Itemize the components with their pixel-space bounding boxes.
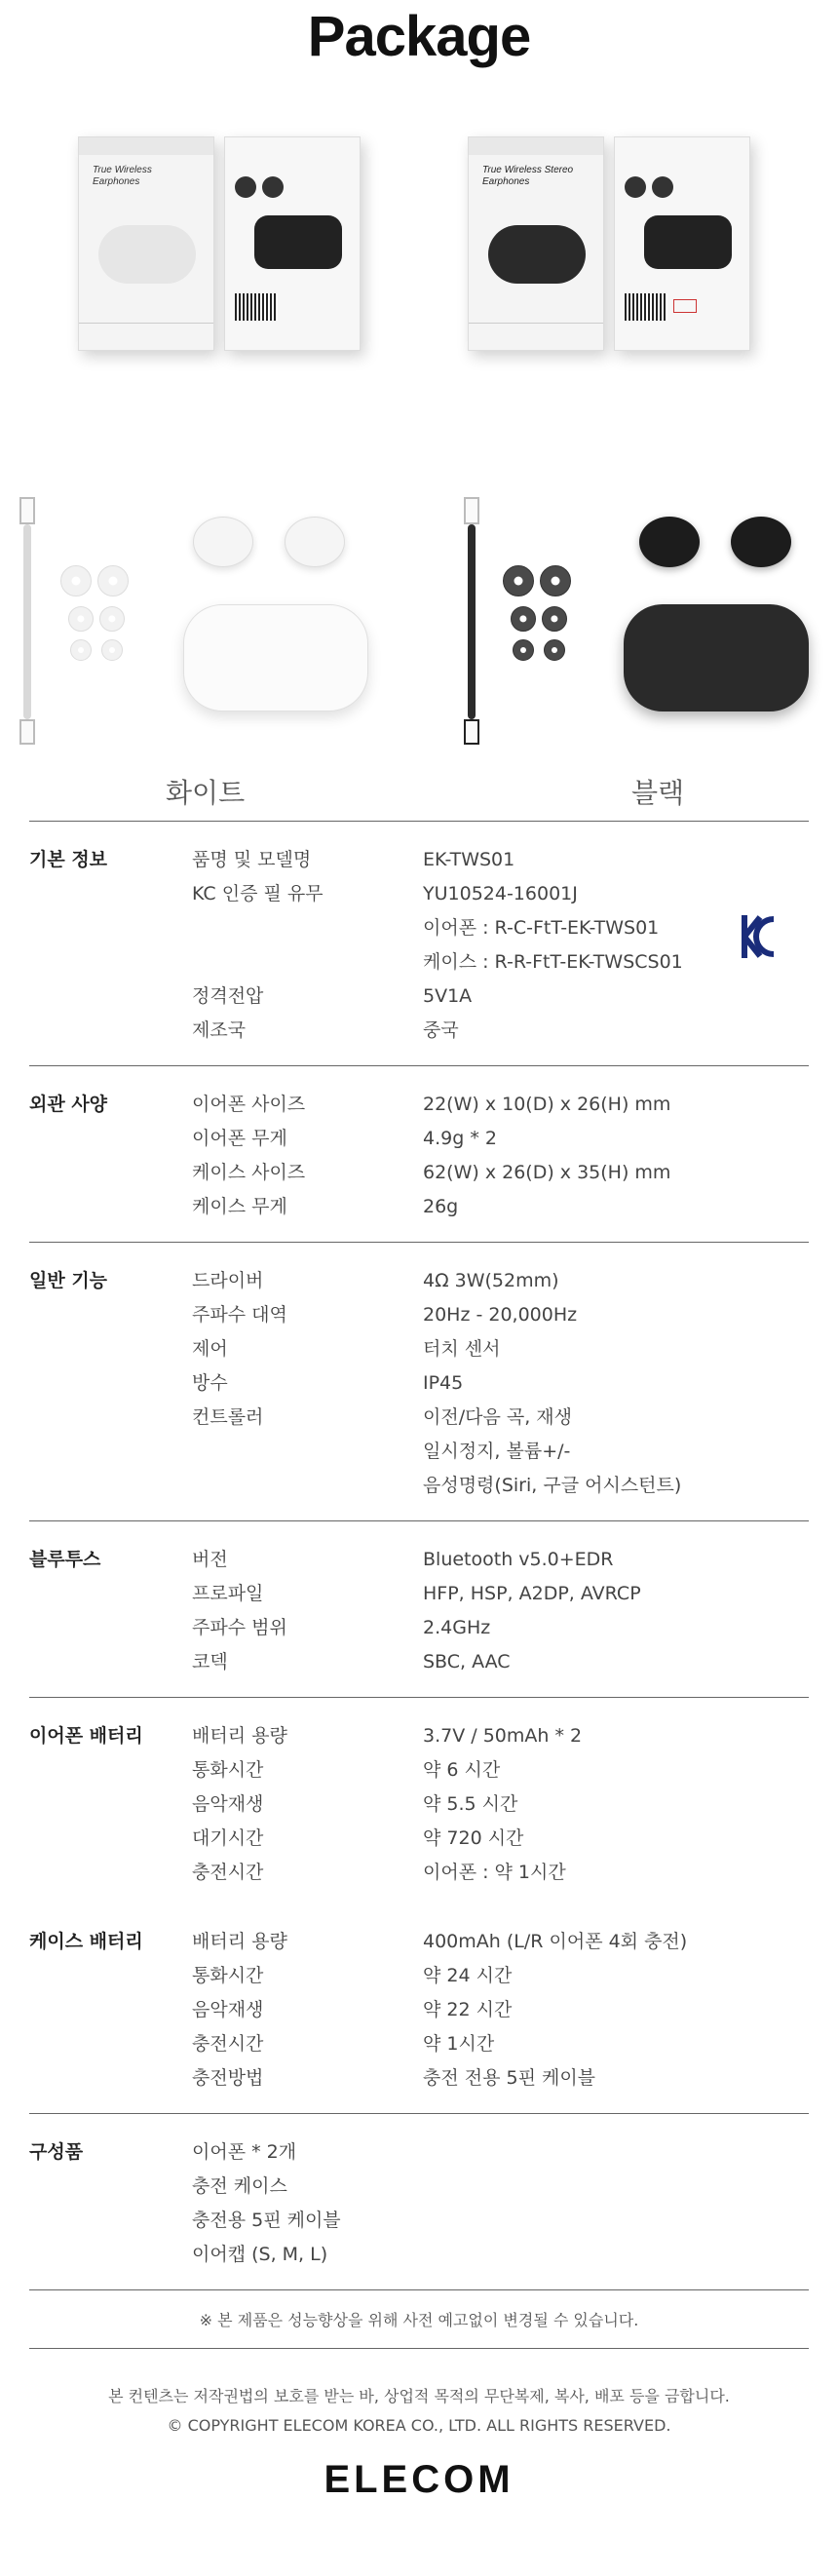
- spec-value: 이전/다음 곡, 재생: [423, 1406, 572, 1428]
- section-title: 블루투스: [29, 1549, 101, 1570]
- box-label-line1: True Wireless: [93, 165, 152, 175]
- box-label-line2: Earphones: [482, 176, 530, 187]
- box-top-band: [469, 137, 603, 155]
- box-back-earbud: [625, 176, 646, 198]
- usb-cable-white: [23, 524, 31, 719]
- box-back-earbud: [262, 176, 284, 198]
- spec-key: 통화시간: [192, 1759, 264, 1781]
- spec-key: 주파수 범위: [192, 1617, 287, 1638]
- spec-value: 약 1시간: [423, 2033, 495, 2055]
- spec-value: 4.9g * 2: [423, 1128, 497, 1149]
- spec-key: 이어캡 (S, M, L): [192, 2244, 328, 2265]
- box-top-band: [79, 137, 213, 155]
- ear-tip: [503, 565, 534, 596]
- box-front-label: [93, 165, 152, 188]
- spec-key: 충전 케이스: [192, 2175, 287, 2197]
- spec-key: 주파수 대역: [192, 1304, 287, 1326]
- spec-key: [192, 1435, 423, 1469]
- spec-key: 방수: [192, 1372, 228, 1394]
- spec-value: 이어폰 : R-C-FtT-EK-TWS01: [423, 917, 660, 939]
- spec-key: 충전시간: [192, 1862, 264, 1883]
- spec-value: 62(W) x 26(D) x 35(H) mm: [423, 1162, 671, 1183]
- box-back-earbud: [652, 176, 673, 198]
- box-back: [614, 136, 750, 351]
- spec-key: 케이스 무게: [192, 1196, 287, 1217]
- section-title: 케이스 배터리: [29, 1931, 143, 1952]
- spec-value: Bluetooth v5.0+EDR: [423, 1549, 614, 1570]
- spec-key: 제어: [192, 1338, 228, 1360]
- spec-value: 약 24 시간: [423, 1965, 513, 1986]
- box-front: [468, 136, 604, 351]
- spec-key: 배터리 용량: [192, 1725, 287, 1747]
- elecom-logo: ELECOM: [324, 2458, 514, 2501]
- spec-value: SBC, AAC: [423, 1651, 511, 1672]
- kc-certification-icon: [741, 911, 778, 962]
- ear-tip: [60, 565, 92, 596]
- spec-key: 프로파일: [192, 1583, 264, 1604]
- spec-key: [192, 945, 423, 980]
- spec-key: 품명 및 모델명: [192, 849, 312, 870]
- spec-value: YU10524-16001J: [423, 883, 578, 904]
- box-front-label: [482, 165, 573, 188]
- section-title: 외관 사양: [29, 1094, 108, 1115]
- ear-tip: [511, 606, 536, 632]
- spec-value: EK-TWS01: [423, 849, 515, 870]
- section-title: 기본 정보: [29, 849, 108, 870]
- spec-value: 터치 센서: [423, 1338, 501, 1360]
- ear-tip: [97, 565, 129, 596]
- ear-tip: [99, 606, 125, 632]
- red-tag: [673, 299, 697, 313]
- spec-value: 이어폰 : 약 1시간: [423, 1862, 566, 1883]
- section-title: 이어폰 배터리: [29, 1725, 143, 1747]
- spec-value: HFP, HSP, A2DP, AVRCP: [423, 1583, 641, 1604]
- spec-value: 3.7V / 50mAh * 2: [423, 1725, 583, 1747]
- box-front: [78, 136, 214, 351]
- box-bottom-strip: [79, 323, 213, 338]
- package-title: Package: [307, 5, 531, 68]
- spec-key: 충전용 5핀 케이블: [192, 2210, 341, 2231]
- spec-key: [192, 911, 423, 945]
- spec-key: 드라이버: [192, 1270, 264, 1291]
- copyright-line: 본 컨텐츠는 저작권법의 보호를 받는 바, 상업적 목적의 무단복제, 복사, 배포 등을 금합니다.: [108, 2387, 730, 2405]
- spec-value: 20Hz - 20,000Hz: [423, 1304, 578, 1326]
- ear-tip: [68, 606, 94, 632]
- spec-key: 코덱: [192, 1651, 228, 1672]
- white-package-box: [78, 136, 361, 361]
- spec-key: 이어폰 * 2개: [192, 2141, 297, 2163]
- spec-value: 약 6 시간: [423, 1759, 501, 1781]
- earbud-black-left: [639, 517, 700, 567]
- ear-tip: [70, 639, 92, 661]
- spec-key: 음악재생: [192, 1793, 264, 1815]
- section-title: 구성품: [29, 2141, 84, 2163]
- spec-key: 컨트롤러: [192, 1406, 264, 1428]
- spec-key: 버전: [192, 1549, 228, 1570]
- usb-plug: [464, 497, 479, 524]
- box-back: [224, 136, 361, 351]
- spec-section-exterior: [29, 1065, 809, 1242]
- spec-value: 22(W) x 10(D) x 26(H) mm: [423, 1094, 671, 1115]
- box-back-case-image: [254, 215, 342, 269]
- box-product-image: [488, 225, 586, 284]
- spec-value: 중국: [423, 1019, 459, 1041]
- spec-value: 음성명령(Siri, 구글 어시스턴트): [423, 1475, 682, 1496]
- copyright-line: © COPYRIGHT ELECOM KOREA CO., LTD. ALL RIGHTS RESERVED.: [167, 2416, 671, 2435]
- earbud-black-right: [731, 517, 791, 567]
- charging-case-black: [624, 604, 809, 711]
- box-back-earbud: [235, 176, 256, 198]
- spec-value: IP45: [423, 1372, 464, 1394]
- spec-key: 제조국: [192, 1019, 247, 1041]
- spec-value: 케이스 : R-R-FtT-EK-TWSCS01: [423, 951, 683, 973]
- copyright-footer: [29, 2382, 809, 2441]
- spec-value: 4Ω 3W(52mm): [423, 1270, 559, 1291]
- micro-usb-plug: [19, 719, 35, 745]
- box-bottom-strip: [469, 323, 603, 338]
- ear-tip: [101, 639, 123, 661]
- package-boxes: [0, 68, 838, 361]
- micro-usb-plug: [464, 719, 479, 745]
- spec-value: 약 22 시간: [423, 1999, 513, 2020]
- spec-value: 5V1A: [423, 985, 473, 1007]
- box-back-case-image: [644, 215, 732, 269]
- spec-key: 대기시간: [192, 1827, 264, 1849]
- usb-plug: [19, 497, 35, 524]
- spec-key: 이어폰 무게: [192, 1128, 287, 1149]
- barcode: [235, 293, 278, 321]
- spec-key: 음악재생: [192, 1999, 264, 2020]
- spec-value: 충전 전용 5핀 케이블: [423, 2067, 596, 2089]
- spec-key: [192, 1469, 423, 1503]
- black-package-box: [468, 136, 750, 361]
- spec-table: [29, 821, 809, 2502]
- ear-tip: [513, 639, 534, 661]
- spec-value: 일시정지, 볼륨+/-: [423, 1441, 571, 1462]
- spec-value: 26g: [423, 1196, 459, 1217]
- spec-value: 400mAh (L/R 이어폰 4회 충전): [423, 1931, 688, 1952]
- spec-value: 약 5.5 시간: [423, 1793, 518, 1815]
- spec-value: 2.4GHz: [423, 1617, 491, 1638]
- spec-key: 케이스 사이즈: [192, 1162, 306, 1183]
- change-notice: ※ 본 제품은 성능향상을 위해 사전 예고없이 변경될 수 있습니다.: [29, 2289, 809, 2349]
- earbud-white-right: [285, 517, 345, 567]
- ear-tip: [540, 565, 571, 596]
- spec-section-general: [29, 1242, 809, 1520]
- spec-section-battery: [29, 1697, 809, 2113]
- spec-key: 정격전압: [192, 985, 264, 1007]
- spec-section-basic: [29, 821, 809, 1065]
- spec-key: 충전방법: [192, 2067, 264, 2089]
- ear-tip: [544, 639, 565, 661]
- black-color-label: 블랙: [631, 777, 685, 809]
- spec-key: 통화시간: [192, 1965, 264, 1986]
- barcode: [625, 293, 667, 321]
- spec-section-contents: [29, 2113, 809, 2289]
- spec-key: KC 인증 필 유무: [192, 883, 324, 904]
- charging-case-white: [183, 604, 368, 711]
- white-color-label: 화이트: [166, 777, 246, 809]
- spec-key: 충전시간: [192, 2033, 264, 2055]
- spec-key: 배터리 용량: [192, 1931, 287, 1952]
- spec-section-bluetooth: [29, 1520, 809, 1697]
- box-product-image: [98, 225, 196, 284]
- box-label-line1: True Wireless Stereo: [482, 165, 574, 175]
- spec-value: 약 720 시간: [423, 1827, 524, 1849]
- package-components: [0, 361, 838, 809]
- usb-cable-black: [468, 524, 476, 719]
- earbud-white-left: [193, 517, 253, 567]
- ear-tip: [542, 606, 567, 632]
- section-title: 일반 기능: [29, 1270, 108, 1291]
- box-label-line2: Earphones: [93, 176, 140, 187]
- spec-key: 이어폰 사이즈: [192, 1094, 306, 1115]
